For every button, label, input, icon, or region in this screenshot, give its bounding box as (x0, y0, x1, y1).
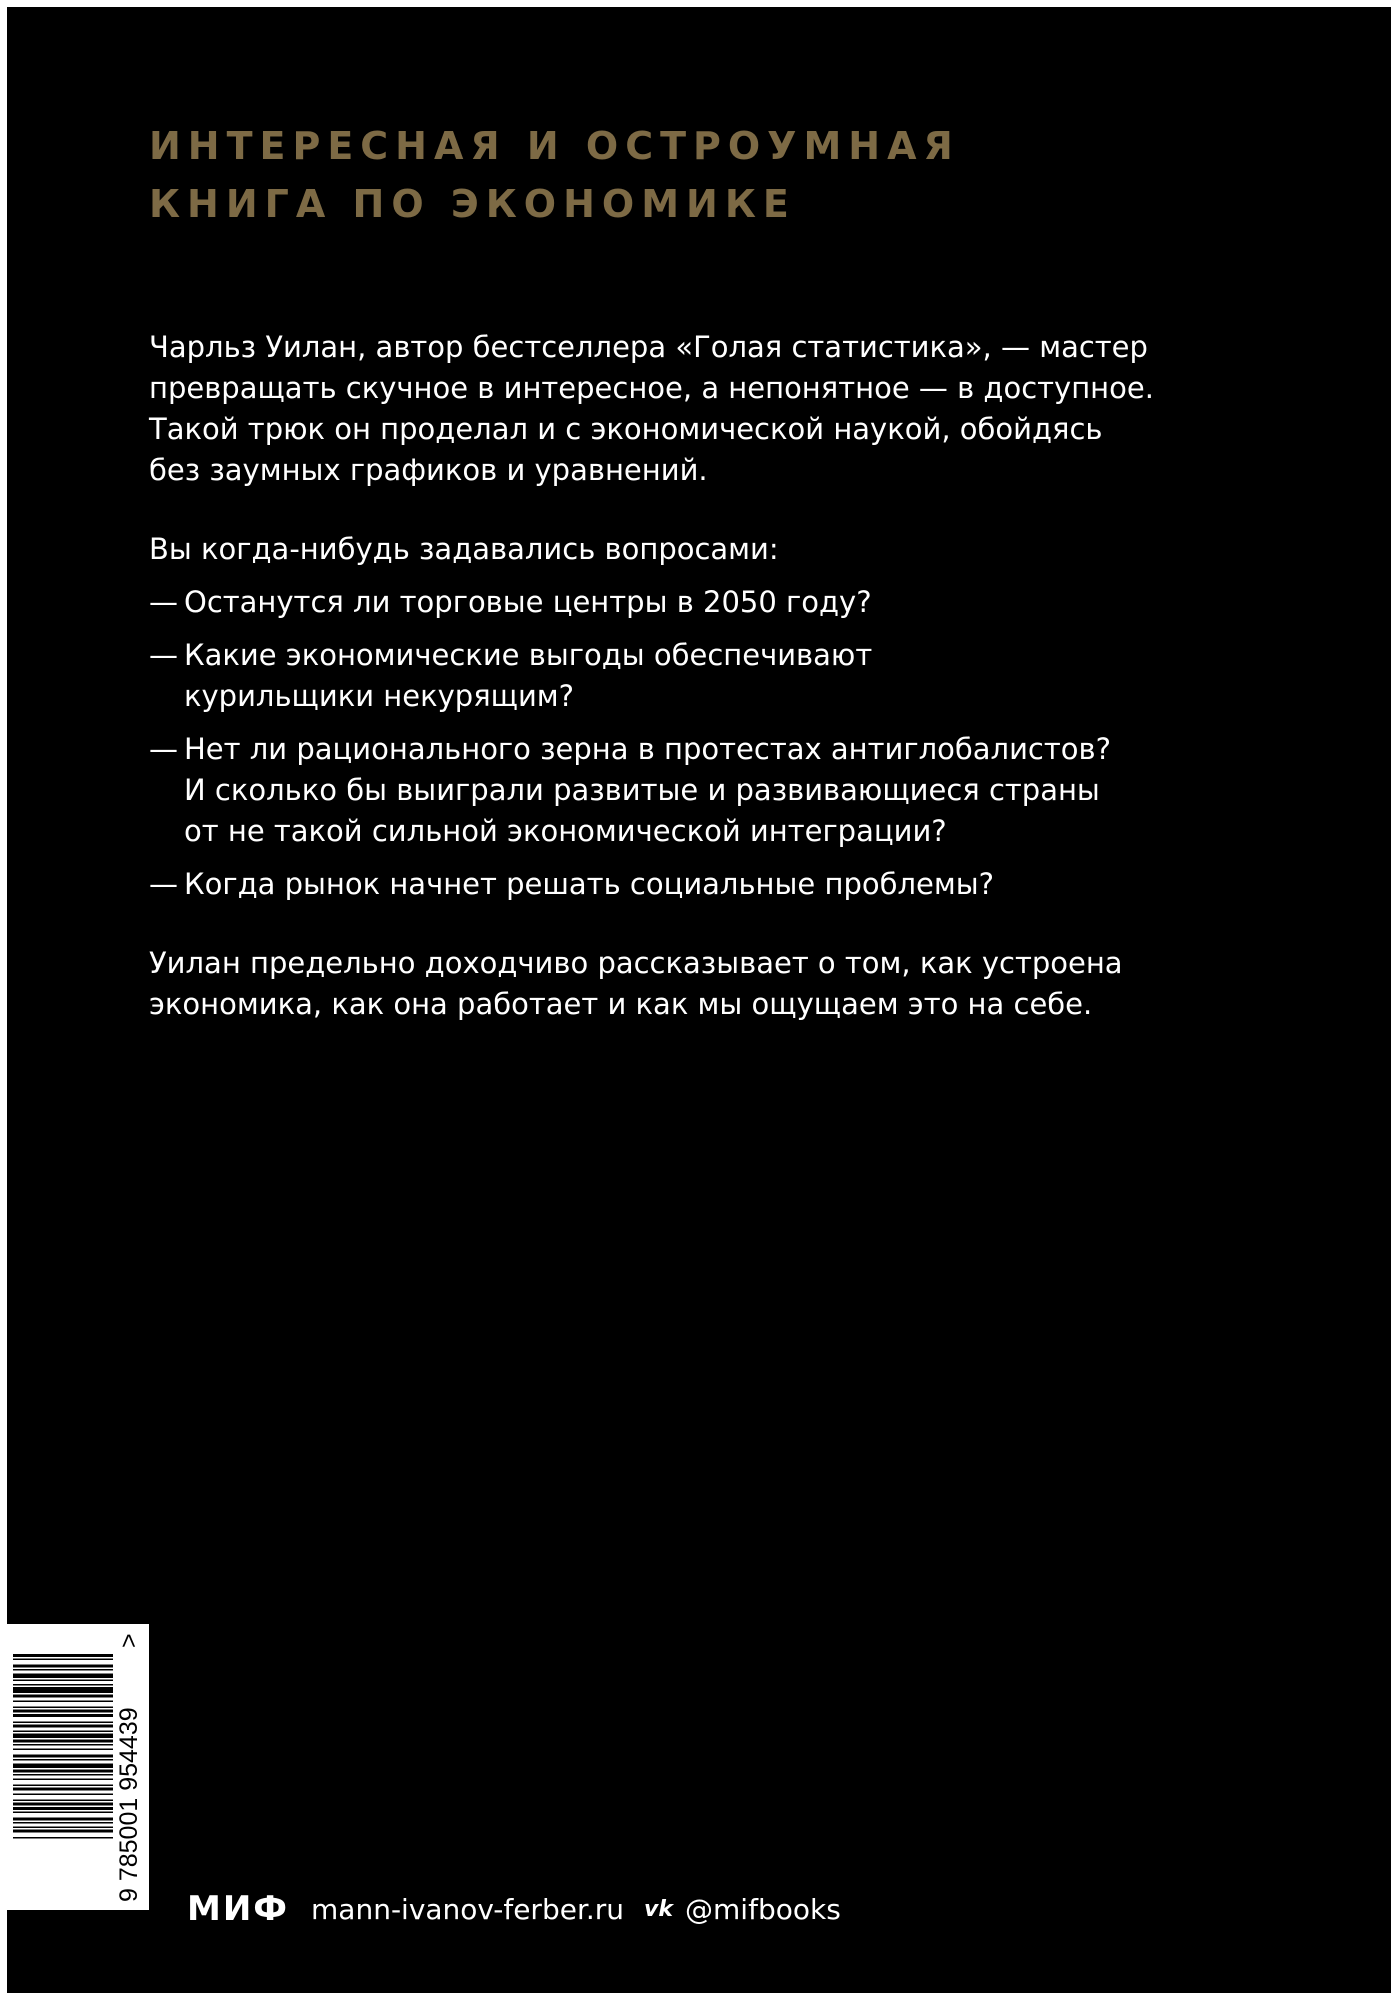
barcode-bar (13, 1770, 113, 1773)
dash: — (149, 732, 178, 766)
barcode-bar (13, 1665, 113, 1668)
barcode-bar (13, 1749, 113, 1751)
barcode-bar (13, 1674, 113, 1679)
barcode-bar (13, 1755, 113, 1758)
intro-line-1: Чарльз Уилан, автор бестселлера «Голая статистика», — мастер (149, 330, 1148, 364)
barcode-bar (13, 1788, 113, 1791)
question-line: Какие экономические выгоды обеспечивают (184, 638, 873, 672)
intro-paragraph (149, 327, 1169, 491)
dash: — (149, 638, 178, 672)
barcode-bar (13, 1759, 113, 1761)
barcode-bar (13, 1740, 113, 1743)
barcode-bar (13, 1800, 113, 1802)
closing-paragraph (149, 943, 1169, 1025)
barcode-bar (13, 1731, 113, 1733)
barcode-bar (13, 1725, 113, 1728)
barcode-bar (13, 1654, 113, 1657)
headline-line-1: ИНТЕРЕСНАЯ И ОСТРОУМНАЯ (149, 124, 960, 168)
closing-line-2: экономика, как она работает и как мы ощущаем это на себе. (149, 987, 1093, 1021)
question-line: от не такой сильной экономической интеграции? (184, 814, 947, 848)
social-handle[interactable]: @mifbooks (685, 1892, 841, 1926)
headline-line-2: КНИГА ПО ЭКОНОМИКЕ (149, 182, 796, 226)
list-item (149, 864, 1169, 905)
barcode-bar (13, 1807, 113, 1810)
barcode-bar (13, 1684, 113, 1686)
question-line: Нет ли рационального зерна в протестах антиглобалистов? (184, 732, 1111, 766)
barcode-bar (13, 1818, 113, 1821)
headline (149, 117, 960, 233)
question-line: Останутся ли торговые центры в 2050 году? (184, 585, 872, 619)
intro-line-4: без заумных графиков и уравнений. (149, 453, 708, 487)
vk-icon[interactable]: vk (644, 1896, 674, 1922)
publisher-logo: МИФ (187, 1889, 290, 1929)
description (149, 327, 1169, 1063)
barcode-bar (13, 1659, 113, 1661)
barcode-bar (13, 1707, 113, 1709)
barcode-bar (13, 1764, 113, 1769)
barcode-bar (13, 1680, 113, 1682)
barcode-bar (13, 1774, 113, 1776)
dash: — (149, 585, 178, 619)
barcode-bar (13, 1830, 113, 1833)
barcode-bar (13, 1744, 113, 1746)
barcode-bar (13, 1701, 113, 1703)
barcode-bar (13, 1827, 113, 1829)
intro-line-3: Такой трюк он проделал и с экономической наукой, обойдясь (149, 412, 1103, 446)
barcode-bar (13, 1837, 113, 1839)
barcode-arrow: > (115, 1633, 143, 1648)
list-item (149, 635, 1169, 717)
barcode-bar (13, 1779, 113, 1781)
list-item (149, 582, 1169, 623)
publisher-footer (187, 1887, 841, 1931)
barcode-bars (13, 1654, 113, 1839)
barcode-bar (13, 1669, 113, 1671)
questions-intro: Вы когда-нибудь задавались вопросами: (149, 532, 779, 566)
barcode-bar (13, 1687, 113, 1693)
question-line: И сколько бы выиграли развитые и развивающиеся страны (184, 773, 1100, 807)
barcode-bar (13, 1812, 113, 1814)
website-link[interactable]: mann-ivanov-ferber.ru (311, 1892, 625, 1926)
barcode-bar (13, 1722, 113, 1724)
barcode-bar (13, 1695, 113, 1698)
question-line: курильщики некурящим? (184, 679, 575, 713)
questions-list (149, 582, 1169, 905)
question-line: Когда рынок начнет решать социальные проблемы? (184, 867, 995, 901)
barcode-bar (13, 1734, 113, 1739)
barcode-bar (13, 1803, 113, 1806)
barcode (7, 1624, 149, 1910)
closing-line-1: Уилан предельно доходчиво рассказывает о том, как устроена (149, 946, 1123, 980)
list-item (149, 729, 1169, 852)
barcode-bar (13, 1710, 113, 1713)
barcode-bar (13, 1785, 113, 1787)
barcode-bar (13, 1822, 113, 1824)
barcode-bar (13, 1714, 113, 1717)
intro-line-2: превращать скучное в интересное, а непонятное — в доступное. (149, 371, 1154, 405)
barcode-digits: 9 785001 954439 (115, 1707, 143, 1902)
back-cover (7, 7, 1391, 1993)
barcode-bar (13, 1794, 113, 1796)
dash: — (149, 867, 178, 901)
barcode-graphic (7, 1624, 149, 1910)
